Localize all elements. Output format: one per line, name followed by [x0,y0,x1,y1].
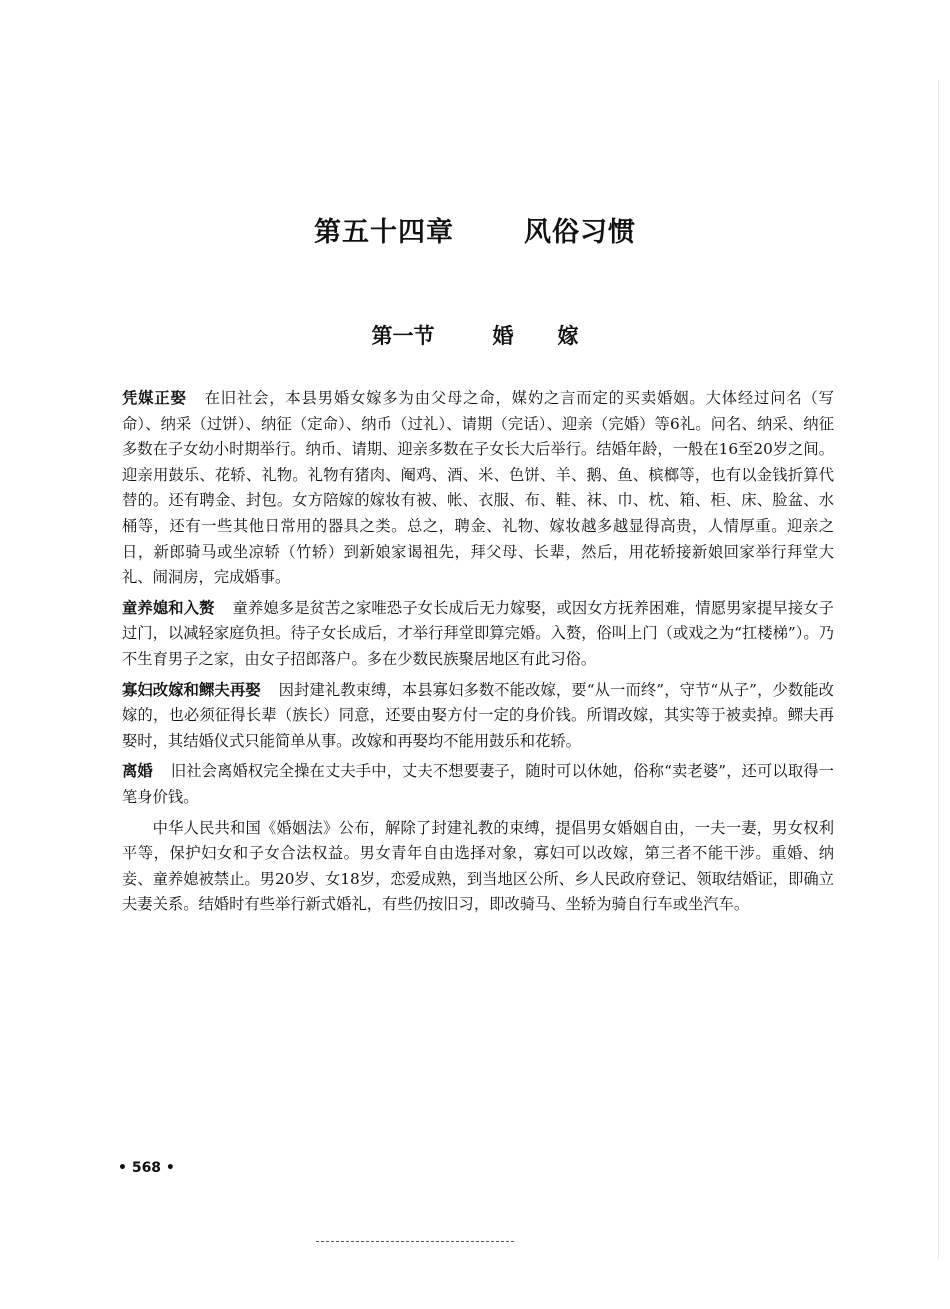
paragraph-text: 在旧社会，本县男婚女嫁多为由父母之命，媒妁之言而定的买卖婚姻。大体经过问名（写命）、纳采（过饼）、纳征（定命）、纳币（过礼）、请期（完话）、迎亲（完婚）等6礼。问名、纳采、纳征多数在子女幼小时期举行。纳币、请期、迎亲多数在子女长大后举行。结婚年龄，一般在16至20岁之间。迎亲用鼓乐、花轿、礼物。礼物有猪肉、阉鸡、酒、米、色饼、羊、鹅、鱼、槟榔等，也有以金钱折算代替的。还有聘金、封包。女方陪嫁的嫁妆有被、帐、衣服、布、鞋、袜、巾、枕、箱、柜、床、脸盆、水桶等，还有一些其他日常用的器具之类。总之，聘金、礼物、嫁妆越多越显得高贵，人情厚重。迎亲之日，新郎骑马或坐凉轿（竹轿）到新娘家谒祖先，拜父母、长辈，然后，用花轿接新娘回家举行拜堂大礼、闹洞房，完成婚事。 [122,389,834,587]
section-title-char-1: 婚 [492,323,514,348]
paragraph-text: 因封建礼教束缚，本县寡妇多数不能改嫁，要“从一而终”，守节“从子”，少数能改嫁的，也必须征得长辈（族长）同意，还要由娶方付一定的身价钱。所谓改嫁，其实等于被卖掉。鳏夫再娶时，其结婚仪式只能简单从事。改嫁和再娶均不能用鼓乐和花轿。 [122,680,834,750]
paragraph-term: 凭媒正娶 [122,389,187,407]
paragraph-betrothal [122,386,834,591]
paragraph-term: 童养媳和入赘 [122,598,215,617]
page-number: • 568 • [118,1160,175,1176]
paragraph-divorce [122,759,834,810]
chapter-heading [0,210,950,249]
chapter-number: 第五十四章 [314,217,454,248]
section-heading [0,320,950,350]
paragraph-remarriage [122,678,834,755]
section-title-char-2: 嫁 [557,323,579,348]
paragraph-term: 寡妇改嫁和鳏夫再娶 [122,680,261,699]
paragraph-marriage-law [122,816,834,918]
section-number: 第一节 [371,323,435,348]
paragraph-text: 中华人民共和国《婚姻法》公布，解除了封建礼教的束缚，提倡男女婚姻自由，一夫一妻，男女权利平等，保护妇女和子女合法权益。男女青年自由选择对象，寡妇可以改嫁，第三者不能干涉。重婚、纳妾、童养媳被禁止。男20岁、女18岁，恋爱成熟，到当地区公所、乡人民政府登记、领取结婚证，即确立夫妻关系。结婚时有些举行新式婚礼，有些仍按旧习，即改骑马、坐轿为骑自行车或坐汽车。 [122,818,834,914]
body-text [122,386,834,923]
scan-margin-line [938,80,939,1260]
paragraph-text: 童养媳多是贫苦之家唯恐子女长成后无力嫁娶，或因女方抚养困难，情愿男家提早接女子过门，以减轻家庭负担。待子女长成后，才举行拜堂即算完婚。入赘，俗叫上门（或戏之为“扛楼梯”）。乃不生育男子之家，由女子招郎落户。多在少数民族聚居地区有此习俗。 [122,598,834,668]
scan-artifact-line [316,1241,514,1242]
paragraph-text: 旧社会离婚权完全操在丈夫手中，丈夫不想要妻子，随时可以休她，俗称“卖老婆”，还可以取得一笔身价钱。 [122,762,834,806]
paragraph-child-bride [122,596,834,673]
chapter-title: 风俗习惯 [524,217,636,248]
paragraph-term: 离婚 [122,762,153,781]
